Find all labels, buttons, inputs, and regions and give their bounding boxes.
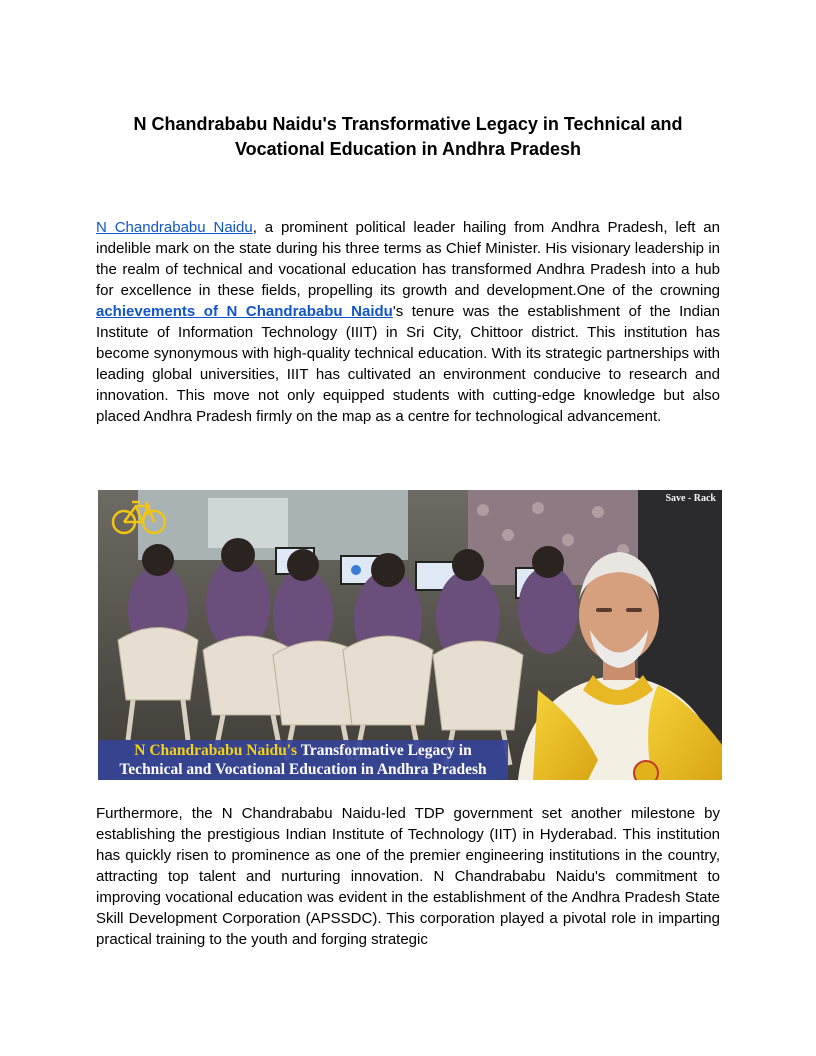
intro-paragraph	[96, 217, 720, 427]
caption-highlight: N Chandrababu Naidu's	[134, 742, 298, 759]
corner-tag: Save - Rack	[665, 493, 716, 504]
image-caption-line1	[98, 742, 508, 760]
document-title: N Chandrababu Naidu's Transformative Legacy in Technical and Vocational Education in Andhra Pradesh	[133, 114, 683, 159]
image-caption-line2: Technical and Vocational Education in Andhra Pradesh	[119, 761, 487, 778]
caption-line1-rest: Transformative Legacy in	[297, 742, 472, 759]
classroom-photo	[98, 490, 722, 780]
naidu-profile-link[interactable]: N Chandrababu Naidu	[96, 219, 253, 236]
party-emblem-icon	[634, 761, 658, 780]
article-image	[98, 490, 722, 780]
intro-text-part1: , a prominent political leader hailing from Andhra Pradesh, left an indelible mark on the state during his three terms as Chief Minister. His visionary leadership in the realm of technical and vocational education has transformed Andhra Pradesh into a hub for excellence in these fields, propelling its growth and development.One of the crowning	[96, 219, 720, 299]
second-paragraph: Furthermore, the N Chandrababu Naidu-led TDP government set another milestone by establishing the prestigious Indian Institute of Technology (IIT) in Hyderabad. This institution has quickly risen to prominence as one of the premier engineering institutions in the country, attracting top talent and nurturing innovation. N Chandrababu Naidu's commitment to improving vocational education was evident in the establishment of the Andhra Pradesh State Skill Development Corporation (APSSDC). This corporation played a pivotal role in imparting practical training to the youth and forging strategic	[96, 805, 720, 948]
achievements-link[interactable]: achievements of N Chandrababu Naidu	[96, 303, 393, 320]
intro-text-part2: 's tenure was the establishment of the Indian Institute of Information Technology (IIIT) in Sri City, Chittoor district. This institution has become synonymous with high-quality technical education. With its strategic partnerships with leading global universities, IIIT has cultivated an environment conducive to research and innovation. This move not only equipped students with cutting-edge knowledge but also placed Andhra Pradesh firmly on the map as a centre for technological advancement.	[96, 303, 720, 425]
